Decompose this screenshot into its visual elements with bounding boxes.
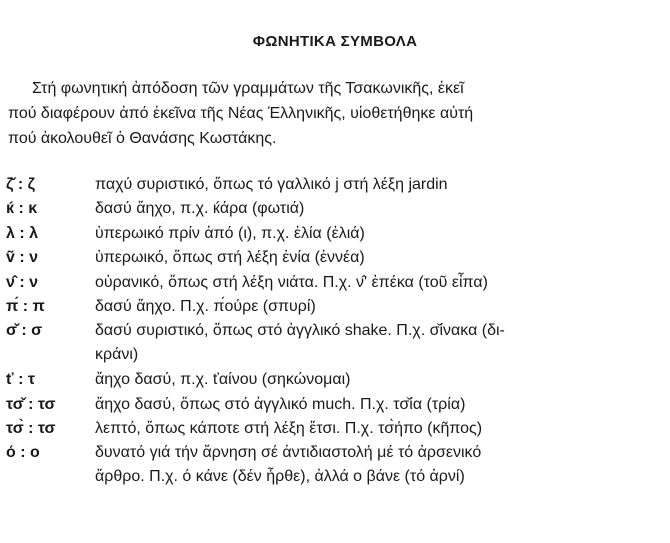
- intro-line-3: πού ἀκολουθεῖ ὁ Θανάσης Κωστάκης.: [8, 130, 277, 147]
- list-item: [6, 197, 656, 221]
- list-item: [6, 393, 656, 417]
- symbol-description: δασύ ἄηχο, π.χ. ќάρα (φωτιά): [95, 200, 305, 218]
- symbol: τσ̌ : τσ: [6, 395, 56, 413]
- list-item: [6, 173, 656, 197]
- symbol-description: ὑπερωικό πρίν ἀπό (ι), π.χ. ἐλία (ἐλιά): [95, 224, 365, 242]
- symbol: ν̂ : ν: [6, 273, 39, 291]
- symbol-description: δασύ ἄηχο. Π.χ. π́ούρε (σπυρί): [95, 297, 316, 315]
- symbol: τσ̀ : τσ: [6, 419, 56, 437]
- symbol-description: λεπτό, ὅπως κάποτε στή λέξη ἔτσι. Π.χ. τσ̀ήπο (κῆπος): [95, 419, 483, 437]
- list-item: [6, 417, 656, 441]
- symbol-description: [95, 441, 655, 489]
- description-line-1: δυνατό γιά τήν ἄρνηση σέ ἀντιδιαστολή μέ τό ἀρσενικό: [95, 444, 482, 462]
- symbol-description: παχύ συριστικό, ὅπως τό γαλλικό j στή λέξη jardin: [95, 176, 448, 193]
- page-title: ΦΩΝΗΤΙΚΑ ΣΥΜΒΟΛΑ: [252, 33, 418, 50]
- symbol: λ : λ: [6, 224, 39, 242]
- intro-line-1: Στή φωνητική ἀπόδοση τῶν γραμμάτων τῆς Τσακωνικῆς, ἐκεῖ: [32, 80, 464, 97]
- list-item: [6, 319, 656, 368]
- description-line-2: κράνι): [95, 346, 139, 364]
- list-item: [6, 441, 656, 490]
- symbol: ť : τ: [6, 371, 36, 389]
- symbol-description: ἄηχο δασύ, ὅπως στό ἀγγλικό much. Π.χ. τσ̌ία (τρία): [95, 395, 466, 413]
- symbol: ṽ : ν: [6, 249, 39, 267]
- symbol-description: οὐρανικό, ὅπως στή λέξη νιάτα. Π.χ. ν̂' ἐπέκα (τοῦ εἶπα): [95, 273, 488, 291]
- symbol-description: [95, 319, 655, 367]
- intro-line-2: πού διαφέρουν ἀπό ἐκεῖνα τῆς Νέας Ἑλληνικῆς, υἱοθετήθηκε αὐτή: [8, 105, 474, 122]
- list-item: [6, 246, 656, 270]
- symbol: ζ̌ : ζ: [6, 176, 35, 193]
- list-item: [6, 295, 656, 319]
- description-line-2: ἄρθρο. Π.χ. ό κάνε (δέν ἦρθε), ἀλλά ο βάνε (τό ἀρνί): [95, 468, 465, 486]
- description-line-1: δασύ συριστικό, ὅπως στό ἀγγλικό shake. Π.χ. σ̌ίνακα (δι-: [95, 322, 505, 340]
- list-item: [6, 271, 656, 295]
- symbol: ќ : κ: [6, 200, 38, 218]
- list-item: [6, 368, 656, 392]
- symbol: π́ : π: [6, 297, 45, 315]
- symbol: ό : ο: [6, 444, 40, 462]
- symbol-list: [6, 173, 656, 490]
- symbol-description: ἄηχο δασύ, π.χ. ťαίνου (σηκώνομαι): [95, 371, 351, 389]
- symbol: σ̌ : σ: [6, 322, 43, 340]
- symbol-description: ὑπερωικό, ὅπως στή λέξη ἐνία (ἐννέα): [95, 249, 365, 267]
- list-item: [6, 222, 656, 246]
- intro-paragraph: [8, 76, 648, 151]
